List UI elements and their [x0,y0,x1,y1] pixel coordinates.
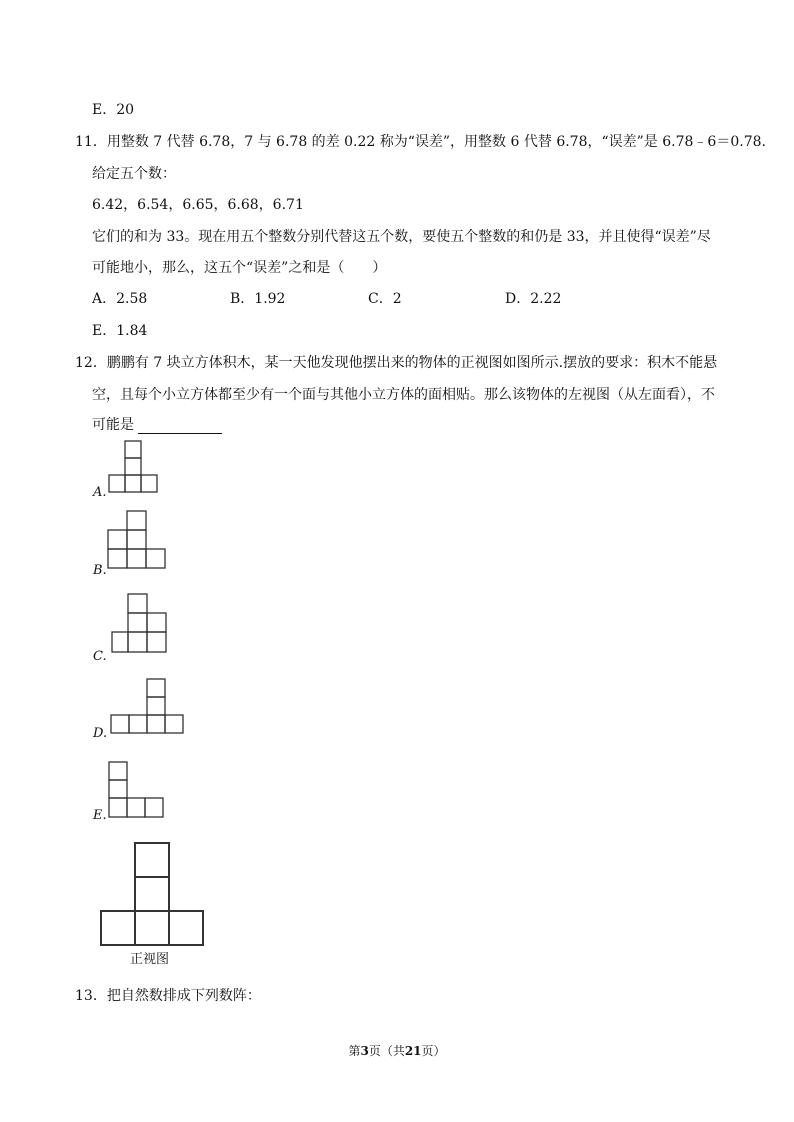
cube-cell [129,715,147,733]
front-view-figure [100,842,206,948]
q11-option-d: D．2.22 [505,291,562,307]
q12-option-e-label: E. [93,808,107,823]
cube-cell [108,549,127,568]
cube-cell [109,762,127,780]
cube-cell [125,458,141,475]
cube-cell [128,632,147,652]
cube-cell [147,679,165,697]
cube-cell [147,632,166,652]
cube-cell [111,715,129,733]
q11-option-b: B．1.92 [230,291,286,307]
cube-cell [146,549,165,568]
q11-option-c: C．2 [368,291,402,307]
cube-cell [108,530,127,549]
cube-cell [127,511,146,530]
q12-option-c-figure [110,593,168,657]
cube-cell [169,911,203,945]
q12-option-b-figure [107,510,169,570]
cube-cell [101,911,135,945]
cube-cell [109,780,127,798]
q11-line-5: 可能地小，那么，这五个“误差”之和是（ ） [92,260,387,276]
cube-cell [128,613,147,632]
cube-cell [125,475,141,492]
q12-line-3-text: 可能是 [92,417,134,433]
cube-cell [141,475,157,492]
q12-option-d-figure [110,678,186,736]
q10-option-e: E．20 [92,102,135,118]
footer-total-pages: 21 [404,1044,422,1058]
cube-cell [127,798,145,817]
q12-line-2: 空，且每个小立方体都至少有一个面与其他小立方体的面相贴。那么该物体的左视图（从左面看），不 [92,387,715,403]
cube-cell [127,549,146,568]
front-view-caption: 正视图 [130,952,170,967]
footer-suffix: 页） [421,1044,446,1058]
cube-cell [135,877,169,911]
q13-line-1: 13．把自然数排成下列数阵： [75,988,261,1004]
cube-cell [125,441,141,458]
cube-cell [147,697,165,715]
cube-cell [109,798,127,817]
footer-prefix: 第 [348,1044,361,1058]
q12-line-3 [92,416,222,434]
cube-cell [135,843,169,877]
q12-option-e-figure [108,761,166,821]
q11-option-e: E．1.84 [92,323,148,339]
q11-line-2: 给定五个数： [92,166,176,182]
cube-cell [127,530,146,549]
cube-cell [112,632,128,652]
cube-cell [147,613,166,632]
page-footer [0,1042,794,1059]
q12-option-d-label: D. [93,726,108,741]
cube-cell [165,715,183,733]
cube-cell [128,594,147,613]
q12-option-a-figure [108,440,160,495]
cube-cell [145,798,163,817]
q11-line-4: 它们的和为 33。现在用五个整数分别代替这五个数，要使五个整数的和仍是 33，并且使得“误差”尽 [92,229,711,245]
q11-option-a: A．2.58 [92,291,148,307]
answer-blank [138,419,222,434]
q12-line-1: 12．鹏鹏有 7 块立方体积木，某一天他发现他摆出来的物体的正视图如图所示.摆放的要求：积木不能悬 [75,355,718,371]
q12-option-a-label: A. [93,485,107,500]
cube-cell [135,911,169,945]
cube-cell [147,715,165,733]
q12-option-c-label: C. [93,649,107,664]
footer-page-number: 3 [360,1044,369,1058]
q12-option-b-label: B. [93,563,107,578]
cube-cell [109,475,125,492]
footer-mid: 页（共 [368,1044,405,1058]
q11-line-1: 11．用整数 7 代替 6.78，7 与 6.78 的差 0.22 称为“误差”，用整数 6 代替 6.78，“误差”是 6.78﹣6＝0.78. [75,134,766,150]
q11-line-3: 6.42，6.54，6.65，6.68，6.71 [92,197,304,213]
